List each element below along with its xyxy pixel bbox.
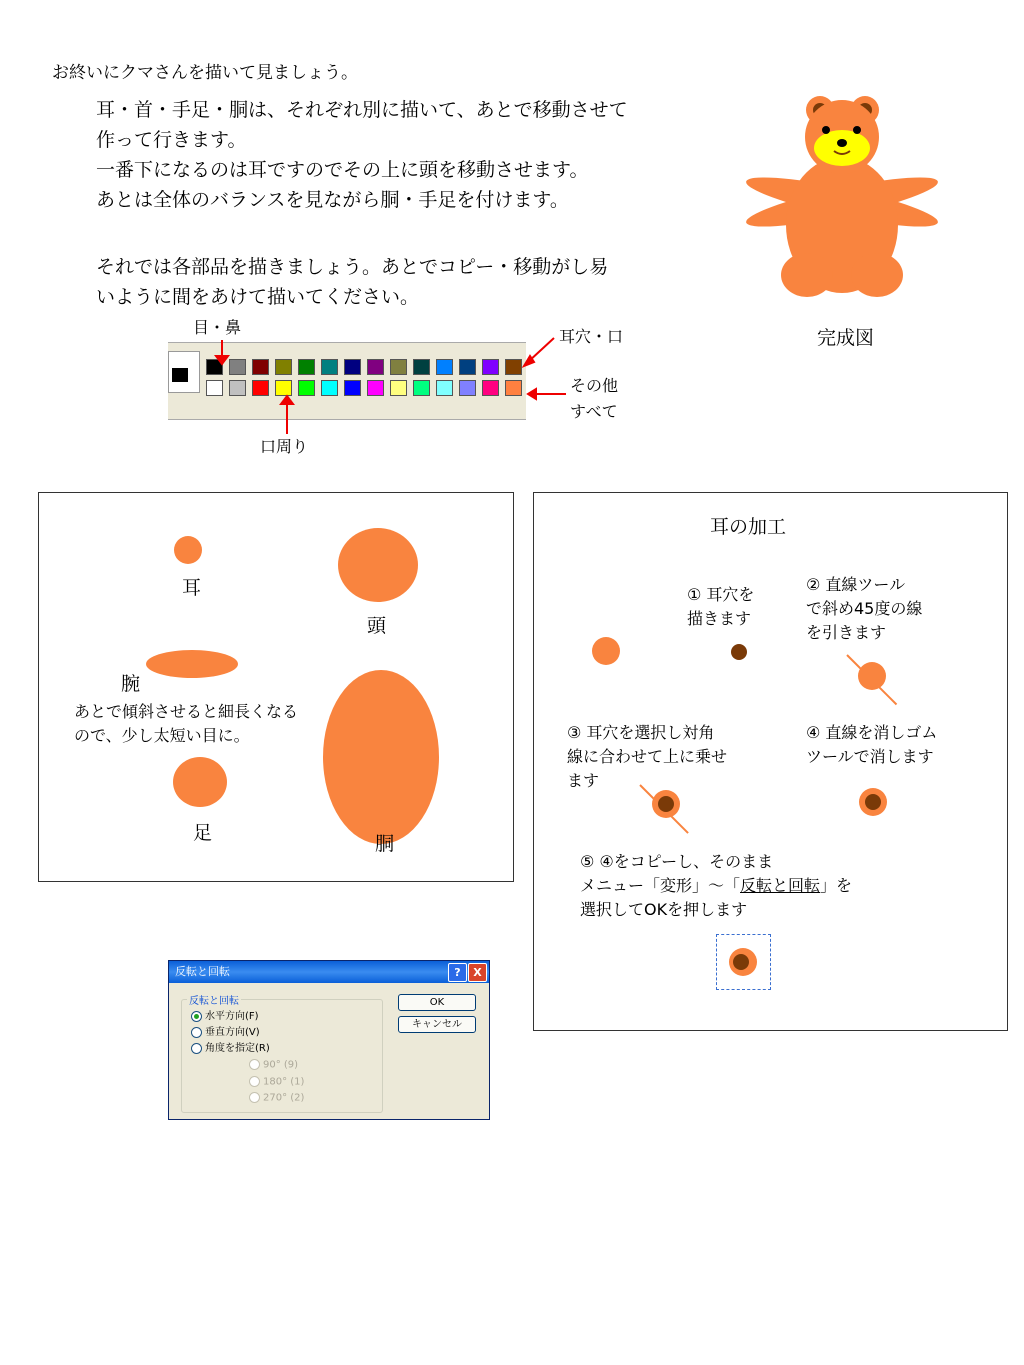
radio-icon [249,1076,260,1087]
step-line: で斜め45度の線 [806,599,923,618]
radio-label: 水平方向(F) [205,1011,259,1022]
radio-angle[interactable] [191,1039,270,1054]
radio-label: 180° (1) [263,1076,305,1088]
ear-hole-step-5 [733,954,749,970]
radio-label: 90° (9) [263,1059,299,1071]
step-line: ① 耳穴を [687,585,755,604]
intro-line: 一番下になるのは耳ですのでその上に頭を移動させます。 [96,159,589,181]
step-line: ③ 耳穴を選択し対角 [567,723,715,742]
radio-selected-icon [191,1011,202,1022]
step-text: メニュー「変形」〜「 [580,876,741,895]
step-line: 線に合わせて上に乗せ [567,747,728,766]
cancel-button[interactable]: キャンセル [398,1016,476,1033]
step-line [580,874,852,898]
ear-step-0 [592,637,620,665]
bear-caption: 完成図 [817,327,875,349]
step-line: ます [567,771,600,790]
intro-line: あとは全体のバランスを見ながら胴・手足を付けます。 [96,189,569,211]
radio-horizontal[interactable] [191,1007,259,1022]
step-5-text [580,850,852,922]
head-shape [338,528,418,602]
step-4-text [806,721,937,769]
dialog-title: 反転と回転 [175,965,230,978]
step-line: を引きます [806,623,887,642]
label-head: 頭 [367,615,387,637]
ok-button[interactable]: OK [398,994,476,1011]
intro-line: いように間をあけて描いてください。 [96,286,420,308]
palette-label-other-1: その他 [570,376,619,395]
ear-hole-step-4 [865,794,881,810]
radio-icon [249,1059,260,1070]
ear-process-box [533,492,1008,1031]
label-body: 胴 [375,833,395,855]
menu-link-flip-rotate: 反転と回転 [740,876,821,895]
radio-icon [191,1027,202,1038]
step-2-text [806,573,922,645]
step-1-text [687,583,754,631]
arm-note-line: あとで傾斜させると細長くなる [74,702,299,721]
step-line: 選択してOKを押します [580,900,748,919]
radio-label: 270° (2) [263,1092,305,1104]
palette-label-mouth-area: 口周り [260,437,309,456]
arm-shape [146,650,238,678]
radio-270[interactable] [249,1092,304,1104]
radio-icon [191,1043,202,1054]
step-line: ⑤ ④をコピーし、そのまま [580,852,774,871]
radio-180[interactable] [249,1076,304,1088]
step-line: ツールで消します [806,747,934,766]
intro-line: 作って行きます。 [96,129,247,151]
palette-arrows [0,0,1024,460]
step-line: ④ 直線を消しゴム [806,723,938,742]
arm-note [74,700,298,748]
close-icon[interactable]: X [468,963,487,982]
dialog-titlebar [169,961,489,983]
ear-hole-step-1 [731,644,747,660]
label-foot: 足 [193,822,213,844]
label-ear: 耳 [182,577,202,599]
radio-label: 角度を指定(R) [205,1043,270,1054]
step-text: 」を [820,876,853,895]
arm-note-line: ので、少し太短い目に。 [74,726,250,745]
radio-90[interactable] [249,1059,298,1071]
ear-hole-step-3 [658,796,674,812]
step-line: 描きます [687,609,752,628]
step-line: ② 直線ツール [806,575,906,594]
radio-label: 垂直方向(V) [205,1027,260,1038]
foot-shape [173,757,227,807]
dialog-group-label: 反転と回転 [187,992,241,1007]
ear-step-2 [858,662,886,690]
intro-heading: お終いにクマさんを描いて見ましょう。 [52,63,358,83]
ear-shape [174,536,202,564]
radio-icon [249,1092,260,1103]
help-icon[interactable]: ? [448,963,467,982]
palette-label-other-2: すべて [570,402,618,421]
intro-line: 耳・首・手足・胴は、それぞれ別に描いて、あとで移動させて [96,99,628,121]
ear-box-title: 耳の加工 [710,516,787,538]
flip-rotate-dialog [168,960,490,1120]
body-shape [323,670,439,844]
label-arm: 腕 [121,673,141,695]
parts-box [38,492,514,882]
palette-label-ear-mouth: 耳穴・口 [559,327,624,346]
palette-label-eyes-nose: 目・鼻 [193,318,242,337]
radio-vertical[interactable] [191,1023,260,1038]
step-3-text [567,721,727,793]
intro-line: それでは各部品を描きましょう。あとでコピー・移動がし易 [96,256,609,278]
